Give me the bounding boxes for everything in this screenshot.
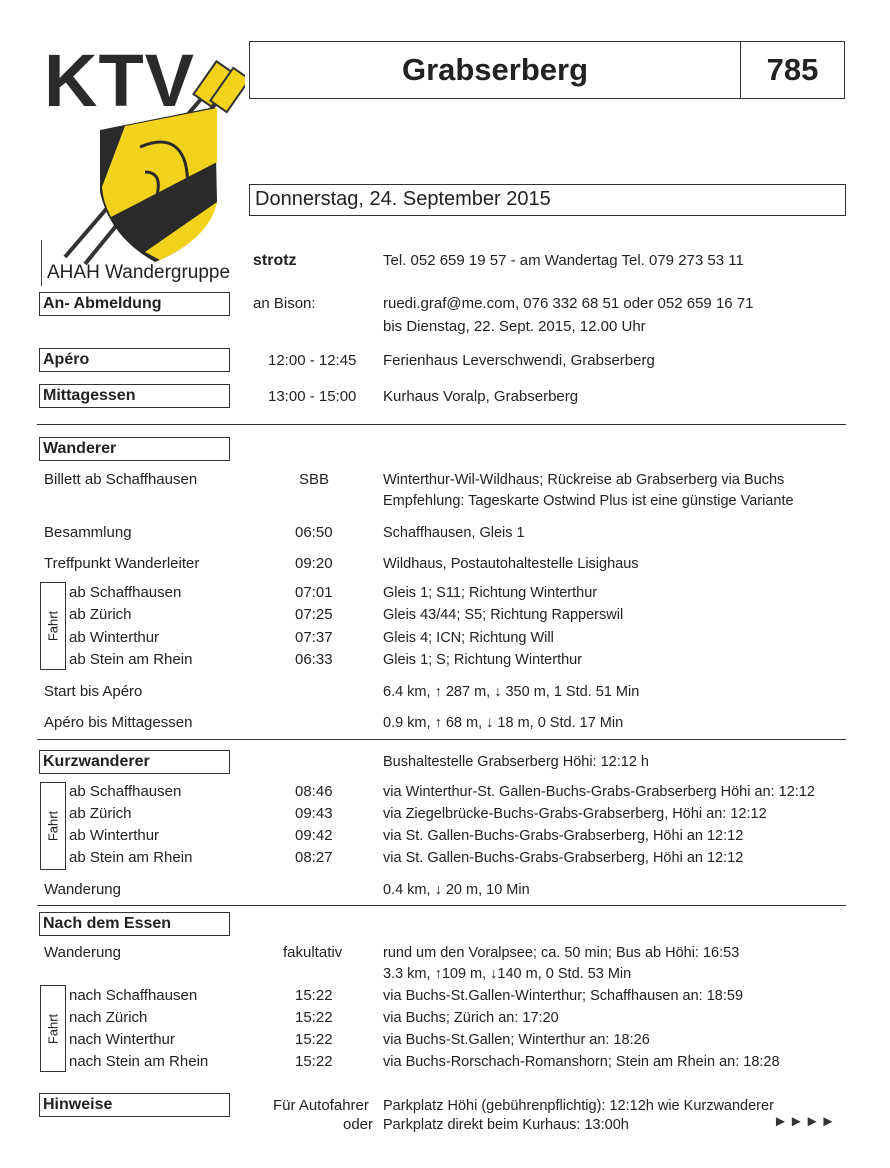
section-apero: Apéro (39, 348, 230, 372)
group-name: AHAH Wandergruppe (47, 262, 231, 283)
hinweise-parkplatz-2: Parkplatz direkt beim Kurhaus: 13:00h (383, 1117, 629, 1133)
fahrt-bracket: Fahrt (40, 782, 65, 870)
hinweise-oder: oder (343, 1116, 374, 1133)
transport-row-time: 08:46 (295, 783, 333, 800)
kurz-wanderung-label: Wanderung (44, 881, 121, 898)
apero-mittag-label: Apéro bis Mittagessen (44, 714, 193, 731)
transport-row-info: via Buchs-St.Gallen; Winterthur an: 18:26 (383, 1032, 650, 1048)
transport-row-time: 07:37 (295, 628, 333, 646)
transport-row-info: via Ziegelbrücke-Buchs-Grabs-Grabserberg, Höhi an: 12:12 (383, 806, 767, 822)
transport-row-from: ab Stein am Rhein (69, 650, 193, 668)
treffpunkt-label: Treffpunkt Wanderleiter (44, 555, 200, 572)
transport-row-info: Gleis 4; ICN; Richtung Will (383, 629, 554, 646)
mittag-place: Kurhaus Voralp, Grabserberg (383, 388, 579, 405)
essen-wanderung-optional: fakultativ (283, 944, 343, 961)
transport-row-info: via Buchs; Zürich an: 17:20 (383, 1010, 559, 1026)
page-title: Grabserberg (401, 52, 589, 87)
transport-row-time: 15:22 (295, 987, 333, 1004)
transport-row-info: via St. Gallen-Buchs-Grabs-Grabserberg, Höhi an 12:12 (383, 828, 744, 844)
transport-row-from: ab Stein am Rhein (69, 849, 193, 866)
transport-row-time: 07:25 (295, 606, 333, 624)
billett-label: Billett ab Schaffhausen (44, 471, 198, 488)
transport-row-info: Gleis 43/44; S5; Richtung Rapperswil (383, 607, 624, 624)
essen-wanderung-stats: 3.3 km, ↑109 m, ↓140 m, 0 Std. 53 Min (383, 966, 632, 982)
fahrt-bracket: Fahrt (40, 985, 65, 1072)
anmeldung-to: an Bison: (253, 295, 316, 312)
anmeldung-contact: ruedi.graf@me.com, 076 332 68 51 oder 052 659 16 71 (383, 295, 754, 312)
transport-row-time: 15:22 (295, 1031, 333, 1048)
transport-row-from: ab Schaffhausen (69, 783, 182, 800)
essen-wanderung-route: rund um den Voralpsee; ca. 50 min; Bus ab Höhi: 16:53 (383, 945, 740, 961)
apero-place: Ferienhaus Leverschwendi, Grabserberg (383, 352, 655, 369)
transport-row-from: ab Zürich (69, 606, 132, 624)
transport-row-info: via Buchs-Rorschach-Romanshorn; Stein am Rhein an: 18:28 (383, 1054, 780, 1070)
start-apero-label: Start bis Apéro (44, 683, 143, 700)
transport-row-from: nach Schaffhausen (69, 987, 198, 1004)
divider (37, 905, 846, 906)
leader-phone: Tel. 052 659 19 57 - am Wandertag Tel. 079 273 53 11 (383, 252, 744, 269)
section-nach-dem-essen: Nach dem Essen (39, 912, 230, 936)
apero-mittag-info: 0.9 km, ↑ 68 m, ↓ 18 m, 0 Std. 17 Min (383, 715, 624, 731)
kurz-bus-info: Bushaltestelle Grabserberg Höhi: 12:12 h (383, 754, 649, 770)
divider (37, 424, 846, 425)
section-hinweise: Hinweise (39, 1093, 230, 1117)
transport-row-from: ab Winterthur (69, 827, 160, 844)
transport-row-from: nach Zürich (69, 1009, 148, 1026)
billett-recommendation: Empfehlung: Tageskarte Ostwind Plus ist eine günstige Variante (383, 493, 794, 509)
section-mittagessen: Mittagessen (39, 384, 230, 408)
transport-row-from: ab Winterthur (69, 628, 160, 646)
transport-row-time: 15:22 (295, 1009, 333, 1026)
transport-row-from: nach Stein am Rhein (69, 1053, 209, 1070)
transport-row-time: 09:42 (295, 827, 333, 844)
transport-row-info: Gleis 1; S11; Richtung Winterthur (383, 585, 598, 601)
section-anmeldung: An- Abmeldung (39, 292, 230, 316)
transport-row-from: ab Zürich (69, 805, 132, 822)
essen-wanderung-label: Wanderung (44, 944, 121, 961)
tour-number: 785 (766, 52, 819, 87)
fahrt-bracket: Fahrt (40, 582, 65, 670)
next-page-arrows-icon: ►►►► (773, 1113, 837, 1130)
section-kurzwanderer: Kurzwanderer (39, 750, 230, 774)
besammlung-place: Schaffhausen, Gleis 1 (383, 525, 525, 541)
hinweise-parkplatz-1: Parkplatz Höhi (gebührenpflichtig): 12:12h wie Kurzwanderer (383, 1098, 774, 1114)
divider (37, 739, 846, 740)
transport-row-info: via Buchs-St.Gallen-Winterthur; Schaffhausen an: 18:59 (383, 988, 744, 1004)
transport-row-from: nach Winterthur (69, 1031, 175, 1048)
besammlung-time: 06:50 (295, 524, 333, 541)
transport-row-time: 08:27 (295, 849, 333, 866)
besammlung-label: Besammlung (44, 524, 132, 541)
leader-name: strotz (253, 252, 297, 269)
transport-row-time: 15:22 (295, 1053, 333, 1070)
logo-text: KTV (44, 39, 195, 122)
section-wanderer: Wanderer (39, 437, 230, 461)
kurz-wanderung-info: 0.4 km, ↓ 20 m, 10 Min (383, 882, 530, 898)
transport-row-from: ab Schaffhausen (69, 584, 182, 601)
apero-time: 12:00 - 12:45 (268, 352, 357, 369)
transport-row-time: 07:01 (295, 584, 333, 601)
transport-row-info: via Winterthur-St. Gallen-Buchs-Grabs-Grabserberg Höhi an: 12:12 (383, 784, 815, 800)
hiking-shield-logo-icon (45, 52, 245, 267)
treffpunkt-place: Wildhaus, Postautohaltestelle Lisighaus (383, 556, 639, 572)
mittag-time: 13:00 - 15:00 (268, 388, 357, 405)
transport-row-time: 06:33 (295, 650, 333, 668)
transport-row-info: via St. Gallen-Buchs-Grabs-Grabserberg, Höhi an 12:12 (383, 850, 744, 866)
tour-date: Donnerstag, 24. September 2015 (255, 188, 551, 210)
anmeldung-deadline: bis Dienstag, 22. Sept. 2015, 12.00 Uhr (383, 318, 646, 335)
transport-row-time: 09:43 (295, 805, 333, 822)
start-apero-info: 6.4 km, ↑ 287 m, ↓ 350 m, 1 Std. 51 Min (383, 684, 640, 700)
billett-provider: SBB (299, 471, 330, 488)
hinweise-autofahrer: Für Autofahrer (273, 1097, 369, 1114)
billett-route: Winterthur-Wil-Wildhaus; Rückreise ab Grabserberg via Buchs (383, 472, 785, 488)
transport-row-info: Gleis 1; S; Richtung Winterthur (383, 651, 583, 668)
treffpunkt-time: 09:20 (295, 555, 333, 572)
